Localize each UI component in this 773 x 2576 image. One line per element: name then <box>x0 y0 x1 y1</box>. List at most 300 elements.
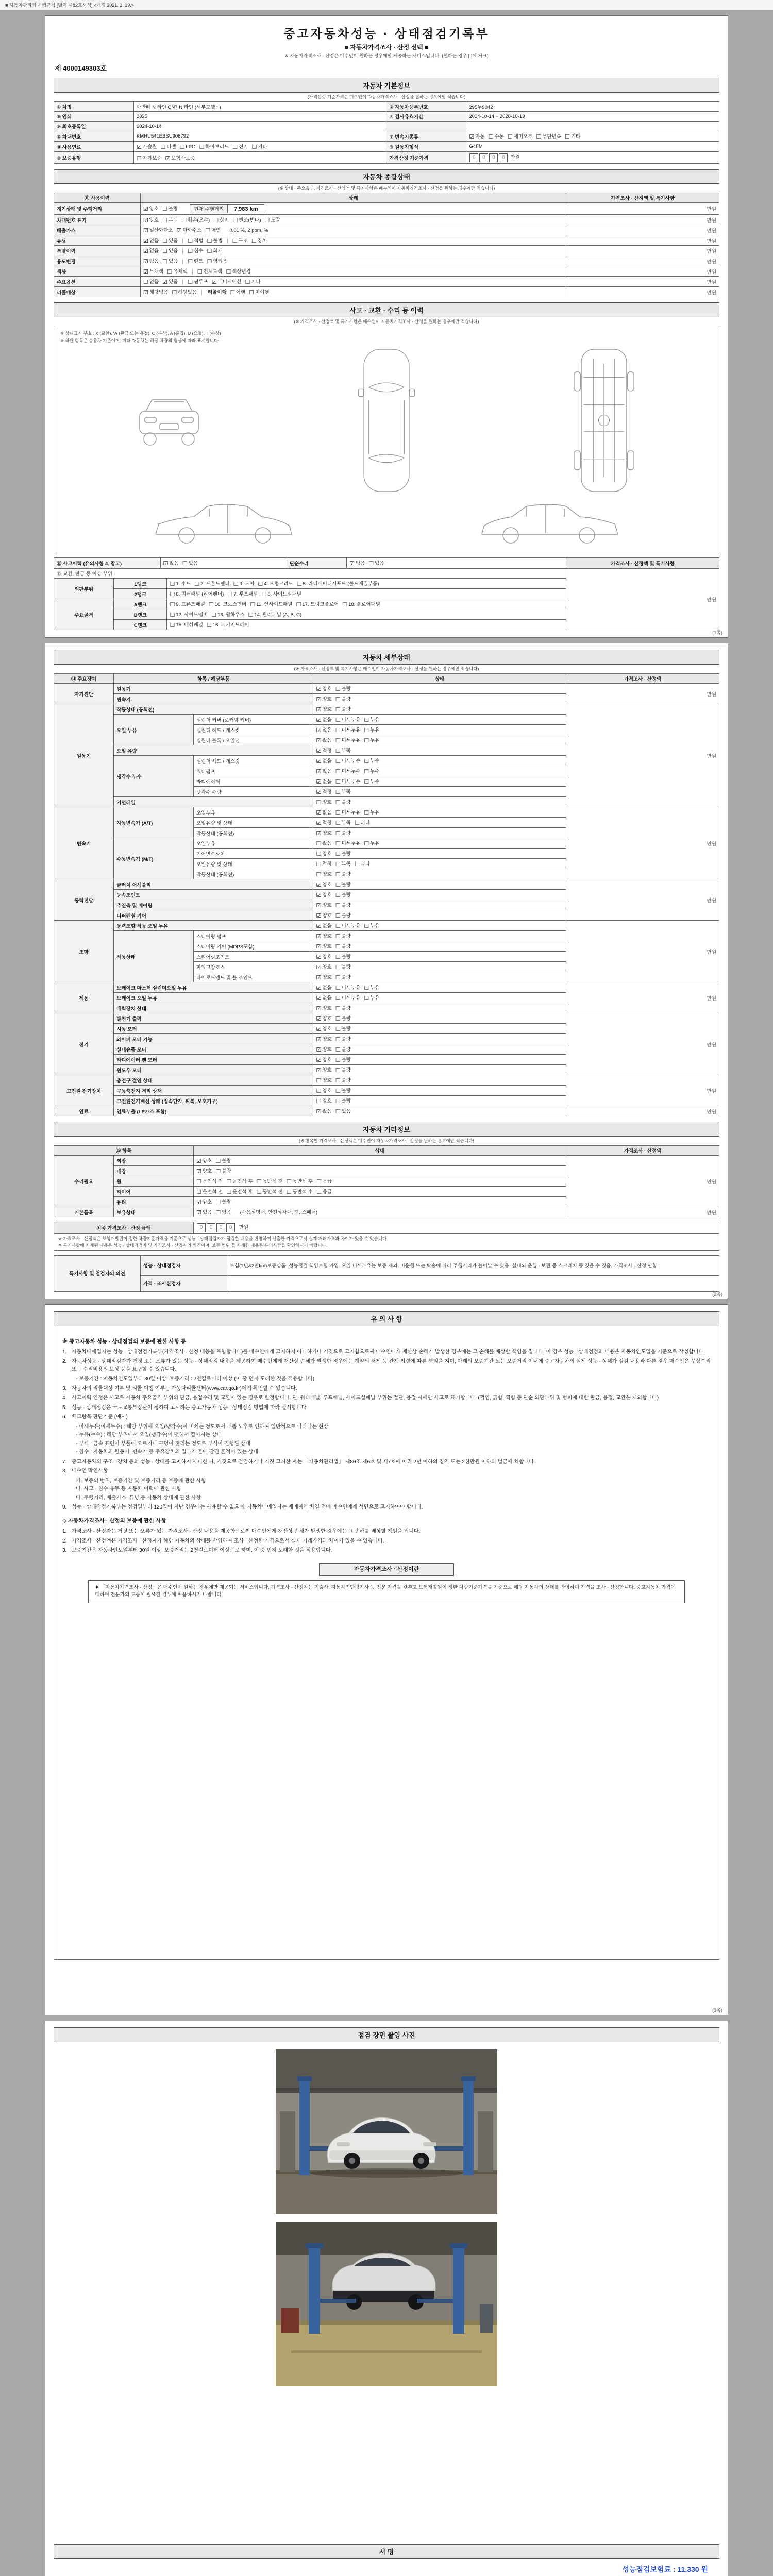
checkbox-option[interactable]: ☑ 없음 <box>316 758 332 765</box>
checkbox-option[interactable]: ☐ 침수 <box>188 248 204 255</box>
checkbox-option[interactable]: ☐ 불량 <box>335 903 351 909</box>
checkbox-option[interactable]: ☐ 미세누수 <box>335 758 361 765</box>
state-cell[interactable] <box>313 982 566 993</box>
accident-history-options[interactable] <box>160 558 287 568</box>
checkbox-option[interactable]: ☐ 불량 <box>335 800 351 806</box>
checkbox-option[interactable]: ☐ 불량 <box>215 1199 231 1206</box>
state-cell[interactable] <box>313 921 566 931</box>
checkbox-option[interactable]: ☐ 불량 <box>335 1037 351 1043</box>
checkbox-option[interactable]: ☑ 양호 <box>316 964 332 971</box>
state-cell[interactable] <box>313 766 566 776</box>
checkbox-option[interactable]: ☑ 양호 <box>143 217 159 224</box>
signature-area[interactable] <box>54 2559 719 2576</box>
state-cell[interactable] <box>313 931 566 941</box>
checkbox-option[interactable]: ☐ 불법 <box>207 238 223 244</box>
checkbox-option[interactable]: ☑ 양호 <box>316 686 332 692</box>
state-cell[interactable] <box>313 1055 566 1065</box>
state-cell[interactable] <box>313 797 566 807</box>
checkbox-option[interactable]: ☑ 양호 <box>316 1047 332 1053</box>
checkbox-option[interactable]: ☐ 무단변속 <box>536 134 562 140</box>
checkbox-option[interactable]: ☐ 16. 패키지트레이 <box>206 622 249 629</box>
state-cell[interactable] <box>313 962 566 972</box>
checkbox-option[interactable]: ☑ 있음 <box>162 279 178 285</box>
checkbox-option[interactable]: ☐ 누유 <box>364 995 380 1002</box>
checkbox-option[interactable]: ☐ 있음 <box>162 238 178 244</box>
checkbox-option[interactable]: ☐ 동반석 후 <box>286 1179 313 1185</box>
checkbox-option[interactable]: ☐ 누유 <box>364 985 380 991</box>
checkbox-option[interactable]: ☑ 없음 <box>316 727 332 734</box>
checkbox-option[interactable]: ☐ 미세누유 <box>335 717 361 723</box>
checkbox-option[interactable]: ☐ 불량 <box>215 1158 231 1164</box>
misc-group-column-header: ⑮ 항목 <box>54 1146 194 1156</box>
checkbox-option[interactable]: ☐ 적정 <box>316 861 332 868</box>
checkbox-option[interactable]: ☐ 불량 <box>335 1047 351 1053</box>
checkbox-option[interactable]: ☑ 없음 <box>316 738 332 744</box>
inspector-opinion-text: 보험(1년&2만km)보증상품. 성능점검 책임보험 가입. 오일 미세누유는 보증 제외. 비운행 또는 탁송에 따라 주행거리가 늘어날 수 있음. 실내외 운행 · 보관 중 스크래치 등 있을 수 있음. 가격조사 · 산정 안함. <box>227 1255 719 1275</box>
checkbox-option[interactable]: ☑ 양호 <box>316 882 332 888</box>
checkbox-option[interactable]: ☑ 없음 <box>143 248 159 255</box>
checkbox-option[interactable]: ☐ 미세누유 <box>335 923 361 929</box>
field-label: ⑥ 차대번호 <box>54 131 134 142</box>
checkbox-option[interactable]: ☐ 미세누유 <box>335 727 361 734</box>
state-cell[interactable] <box>313 900 566 910</box>
checkbox-option[interactable]: ☑ 일산화탄소 <box>143 228 173 234</box>
checkbox-option[interactable]: ☐ 양호 <box>316 800 332 806</box>
checkbox-option[interactable]: ☑ 양호 <box>316 1067 332 1074</box>
field-value[interactable] <box>133 152 386 164</box>
checkbox-option[interactable]: ☐ 전체도색 <box>197 269 223 275</box>
device-column-header: ⑭ 주요장치 <box>54 674 114 684</box>
final-price-notes <box>54 1234 719 1251</box>
checked-checkbox-icon: ☑ <box>316 810 322 816</box>
checkbox-option[interactable]: ☐ 운전석 전 <box>196 1179 223 1185</box>
checkbox-option[interactable]: ☐ 6. 쿼터패널 (리어펜더) <box>170 591 224 598</box>
state-cell[interactable] <box>140 277 566 287</box>
checkbox-option[interactable]: ☐ 누유 <box>364 717 380 723</box>
checkbox-option[interactable]: ☑ 없음 <box>316 810 332 816</box>
unchecked-checkbox-icon: ☐ <box>194 581 200 587</box>
state-cell[interactable] <box>313 1075 566 1086</box>
state-cell[interactable] <box>313 1086 566 1096</box>
checkbox-option[interactable]: ☐ 기타 <box>251 144 267 150</box>
checkbox-option[interactable]: ☐ 불량 <box>335 975 351 981</box>
state-cell[interactable] <box>313 684 566 694</box>
checkbox-option[interactable]: ☐ 불량 <box>335 882 351 888</box>
state-cell[interactable] <box>140 287 566 297</box>
checkbox-option[interactable]: ☐ 7. 루프패널 <box>227 591 258 598</box>
checked-checkbox-icon: ☑ <box>316 727 322 734</box>
state-cell[interactable] <box>313 849 566 859</box>
checkbox-option[interactable]: ☐ 있음 <box>368 561 384 567</box>
checkbox-option[interactable]: ☐ 17. 트렁크플로어 <box>296 602 339 608</box>
checkbox-option[interactable]: ☐ 누유 <box>364 841 380 847</box>
state-cell[interactable] <box>313 1003 566 1013</box>
checked-checkbox-icon: ☑ <box>316 748 322 754</box>
unchecked-checkbox-icon: ☐ <box>196 1179 201 1185</box>
checkbox-option[interactable]: ☐ 변조(변타) <box>232 217 261 224</box>
state-cell[interactable] <box>194 1166 566 1176</box>
checkbox-option[interactable]: ☐ 12. 사이드멤버 <box>170 612 208 618</box>
checkbox-option[interactable]: ☐ 렌트 <box>188 259 204 265</box>
checkbox-option[interactable]: ☐ 양호 <box>316 1098 332 1105</box>
rank-items[interactable] <box>167 579 566 589</box>
checkbox-option[interactable]: ☐ 디젤 <box>160 144 176 150</box>
checkbox-option[interactable]: ☐ 3. 도어 <box>233 581 255 587</box>
checkbox-option[interactable]: ☐ 11. 인사이드패널 <box>250 602 293 608</box>
checkbox-option[interactable]: ☐ 누유 <box>364 727 380 734</box>
checkbox-option[interactable]: ☑ 네비게이션 <box>211 279 242 285</box>
checkbox-option[interactable]: ☐ 누유 <box>364 810 380 816</box>
unchecked-checkbox-icon: ☐ <box>226 1179 232 1185</box>
checkbox-option[interactable]: ☐ LPG <box>179 144 196 150</box>
checkbox-option[interactable]: ☐ 불량 <box>335 1088 351 1094</box>
checkbox-option[interactable]: ☐ 불량 <box>335 851 351 857</box>
checkbox-option[interactable]: ☐ 세미오토 <box>507 134 533 140</box>
checkbox-option[interactable]: ☑ 없음 <box>349 561 365 567</box>
checkbox-option[interactable]: ☑ 양호 <box>316 913 332 919</box>
state-cell[interactable] <box>140 246 566 256</box>
state-cell[interactable] <box>313 1013 566 1024</box>
unchecked-checkbox-icon: ☐ <box>188 248 193 255</box>
checkbox-option[interactable]: ☐ 10. 크로스멤버 <box>208 602 247 608</box>
checkbox-option[interactable]: ☑ 적정 <box>316 789 332 795</box>
checkbox-option[interactable]: ☐ 없음 <box>316 841 332 847</box>
checkbox-option[interactable]: ☐ 양호 <box>316 872 332 878</box>
state-cell[interactable] <box>194 1156 566 1166</box>
checkbox-option[interactable]: ☑ 양호 <box>316 975 332 981</box>
checkbox-option[interactable]: ☑ 해당없음 <box>143 290 169 296</box>
state-cell[interactable] <box>313 910 566 921</box>
state-cell[interactable] <box>313 735 566 745</box>
final-price-value <box>194 1222 719 1234</box>
checkbox-option[interactable]: ☑ 양호 <box>316 1057 332 1063</box>
field-value: 2024-10-14 ~ 2028-10-13 <box>466 112 719 122</box>
checkbox-option[interactable]: ☐ 도말 <box>264 217 280 224</box>
checkbox-option[interactable]: ☑ 양호 <box>316 697 332 703</box>
checkbox-option[interactable]: ☐ 있음 <box>162 259 178 265</box>
state-cell[interactable] <box>194 1176 566 1187</box>
checkbox-option[interactable]: ☐ 운전석 후 <box>226 1179 253 1185</box>
checkbox-option[interactable]: ☐ 매연 <box>205 228 221 234</box>
checkbox-option[interactable]: ☐ 미세누유 <box>335 738 361 744</box>
rank-items[interactable] <box>167 620 566 630</box>
checkbox-option[interactable]: ☐ 부식 <box>162 217 178 224</box>
checked-checkbox-icon: ☑ <box>316 954 322 960</box>
checkbox-option[interactable]: ☐ 미세누유 <box>335 995 361 1002</box>
checkbox-option[interactable]: ☑ 양호 <box>316 892 332 899</box>
state-cell[interactable] <box>140 215 566 225</box>
checkbox-option[interactable]: ☐ 없음 <box>215 1210 231 1216</box>
state-cell[interactable] <box>313 715 566 725</box>
checkbox-option[interactable]: ☐ 과다 <box>354 861 371 868</box>
state-cell[interactable] <box>313 694 566 704</box>
checkbox-option[interactable]: ☐ 불량 <box>335 1057 351 1063</box>
checkbox-option[interactable]: ☑ 없음 <box>143 259 159 265</box>
state-cell[interactable] <box>313 1024 566 1034</box>
unchecked-checkbox-icon: ☐ <box>251 238 257 244</box>
rank-items[interactable] <box>167 589 566 599</box>
notice-item-text: 자동차매매업자는 성능 · 상태점검기록부(가격조사 · 산정 내용을 포함합니다)를 매수인에게 고지하지 아니하거나 거짓으로 고지함으로써 매수인에게 재산상 손해가 발생한 경우에는 그 손해를 배상할 책임을 집니다. 이 경우 성능 · 상태점검의 내용은 자동차인도일을 기준으로 작성합니다. <box>72 1349 705 1355</box>
checkbox-option[interactable]: ☐ 동반석 후 <box>286 1189 313 1195</box>
checkbox-option[interactable]: ☐ 없음 <box>143 279 159 285</box>
checkbox-option[interactable]: ☑ 양호 <box>316 1037 332 1043</box>
checkbox-option[interactable]: ☐ 양호 <box>316 1078 332 1084</box>
rank-items[interactable] <box>167 609 566 620</box>
appraisal-definition-text: ※ 「자동차가격조사 · 산정」은 매수인이 원하는 경우에만 제공되는 서비스입니다. 가격조사 · 산정자는 기술사, 자동차진단평가사 등 전문 자격을 갖추고 보험개발원이 정한 차량기준가격을 기준으로 해당 자동차의 상태를 반영하여 가격을 조사 · 산정합니다. 중고자동차 가격에 대하여 전문가의 도움이 필요한 경우에 이용하시기 바랍니다. <box>88 1580 684 1603</box>
opinion-section-label: 특기사항 및 점검자의 의견 <box>54 1255 141 1291</box>
state-cell[interactable] <box>313 879 566 890</box>
notice-item-number: 2. <box>62 1359 67 1365</box>
checkbox-option[interactable]: ☐ 누수 <box>364 769 380 775</box>
checkbox-option[interactable]: ☐ 응급 <box>316 1189 332 1195</box>
simple-repair-options[interactable] <box>347 558 566 568</box>
basic-info-row <box>54 131 719 142</box>
checkbox-option[interactable]: ☐ 과다 <box>354 820 371 826</box>
checkbox-option[interactable]: ☐ 응급 <box>316 1179 332 1185</box>
checkbox-option[interactable]: ☐ 동반석 전 <box>256 1189 283 1195</box>
state-cell[interactable] <box>313 807 566 818</box>
checkbox-option[interactable]: ☐ 색상변경 <box>226 269 251 275</box>
state-cell[interactable] <box>313 1044 566 1055</box>
state-cell[interactable] <box>140 203 566 215</box>
checkbox-option[interactable]: ☐ 불량 <box>335 1026 351 1032</box>
basic-info-row <box>54 112 719 122</box>
checkbox-option[interactable]: ☐ 불량 <box>335 964 351 971</box>
row-label: 특별이력 <box>54 246 141 256</box>
misc-state-column-header: 상태 <box>194 1146 566 1156</box>
checkbox-option[interactable]: ☑ 보험사보증 <box>165 155 195 162</box>
checkbox-option[interactable]: ☐ 불량 <box>335 697 351 703</box>
checkbox-option[interactable]: ☐ 하이브리드 <box>199 144 229 150</box>
checkbox-option[interactable]: ☐ 불량 <box>335 1098 351 1105</box>
checkbox-option[interactable]: ☐ 5. 라디에이터서포트 (볼트체결부품) <box>296 581 379 587</box>
unchecked-checkbox-icon: ☐ <box>364 985 369 991</box>
checkbox-option[interactable]: ☐ 13. 휠하우스 <box>211 612 245 618</box>
checkbox-option[interactable]: ☐ 불량 <box>335 1067 351 1074</box>
checkbox-option[interactable]: ☐ 부족 <box>335 861 351 868</box>
checkbox-option[interactable]: ☐ 불량 <box>335 944 351 950</box>
checkbox-option[interactable]: ☑ 양호 <box>316 903 332 909</box>
checkbox-option[interactable]: ☐ 양호 <box>316 1088 332 1094</box>
state-cell[interactable] <box>140 266 566 277</box>
checkbox-option[interactable]: ☐ 기타 <box>565 134 581 140</box>
notices-body <box>54 1326 719 1960</box>
state-cell[interactable] <box>313 1034 566 1044</box>
checkbox-option[interactable]: ☐ 불량 <box>335 934 351 940</box>
checkbox-option[interactable]: ☑ 없음 <box>143 238 159 244</box>
checkbox-option[interactable]: ☐ 불량 <box>335 954 351 960</box>
notice-item-number: 2. <box>62 1538 67 1544</box>
checkbox-option[interactable]: ☐ 썬루프 <box>188 279 208 285</box>
state-cell[interactable] <box>140 256 566 266</box>
checkbox-option[interactable]: ☑ 양호 <box>316 1016 332 1022</box>
checkbox-option[interactable]: ☑ 있음 <box>196 1210 212 1216</box>
checkbox-option[interactable]: ☑ 양호 <box>143 206 159 212</box>
unchecked-checkbox-icon: ☐ <box>286 1189 292 1195</box>
diagram-row-top <box>60 346 713 495</box>
checkbox-option[interactable]: ☑ 양호 <box>316 831 332 837</box>
checkbox-option[interactable]: ☐ 불량 <box>335 872 351 878</box>
checkbox-option[interactable]: ☑ 없음 <box>316 779 332 785</box>
checkbox-option[interactable]: ☑ 없음 <box>316 985 332 991</box>
checkbox-option[interactable]: ☑ 없음 <box>163 561 179 567</box>
checkbox-option[interactable]: ☐ 누유 <box>364 923 380 929</box>
checkbox-option[interactable]: ☑ 없음 <box>316 717 332 723</box>
checkbox-option[interactable]: ☐ 미세누유 <box>335 810 361 816</box>
misc-group-label: 수리필요 <box>54 1156 114 1207</box>
checkbox-option[interactable]: ☑ 적정 <box>316 820 332 826</box>
checkbox-option[interactable]: ☐ 미세누유 <box>335 985 361 991</box>
checkbox-option[interactable]: ☐ 불량 <box>335 686 351 692</box>
state-cell[interactable] <box>313 993 566 1003</box>
rank-items[interactable] <box>167 599 566 609</box>
checkbox-option[interactable]: ☐ 이행 <box>229 290 245 296</box>
checkbox-option[interactable]: ☐ 전기 <box>232 144 248 150</box>
checkbox-option[interactable]: ☑ 자동 <box>469 134 485 140</box>
state-cell[interactable] <box>313 704 566 715</box>
misc-item-label: 휠 <box>114 1176 194 1187</box>
price-cell: 만원 <box>566 879 719 921</box>
accident-history-row <box>54 558 719 568</box>
state-cell[interactable] <box>313 972 566 982</box>
notice-item-text: 가격조사 · 산정자는 거짓 또는 오류가 있는 가격조사 · 산정 내용을 제공함으로써 매수인에게 재산상 손해가 발생한 경우에는 그 손해를 배상할 책임을 집니다. <box>72 1529 421 1535</box>
checkbox-option[interactable]: ☐ 미이행 <box>248 290 270 296</box>
checkbox-option[interactable]: ☐ 2. 프론트펜더 <box>194 581 230 587</box>
state-cell[interactable] <box>194 1187 566 1197</box>
checkbox-option[interactable]: ☐ 부족 <box>335 820 351 826</box>
state-cell[interactable] <box>313 818 566 828</box>
state-cell[interactable] <box>313 756 566 766</box>
checkbox-option[interactable]: ☐ 누유 <box>364 738 380 744</box>
state-cell[interactable] <box>313 869 566 879</box>
checkbox-option[interactable]: ☐ 부족 <box>335 789 351 795</box>
checkbox-option[interactable]: ☑ 양호 <box>196 1168 212 1175</box>
checkbox-option[interactable]: ☐ 자가보증 <box>136 155 162 162</box>
checkbox-option[interactable]: ☐ 불량 <box>335 1078 351 1084</box>
checkbox-option[interactable]: ☑ 무채색 <box>143 269 164 275</box>
checkbox-option[interactable]: ☐ 18. 플로어패널 <box>342 602 380 608</box>
checkbox-option[interactable]: ☐ 동반석 전 <box>256 1179 283 1185</box>
checkbox-option[interactable]: ☐ 불량 <box>335 1016 351 1022</box>
state-cell[interactable] <box>313 838 566 849</box>
checkbox-option[interactable]: ☐ 있음 <box>182 561 198 567</box>
rank-label: C랭크 <box>114 620 167 630</box>
item-label: 배력장치 상태 <box>114 1003 313 1013</box>
checkbox-option[interactable]: ☑ 양호 <box>316 707 332 713</box>
checkbox-option[interactable]: ☑ 없음 <box>316 923 332 929</box>
state-cell[interactable] <box>313 776 566 787</box>
checkbox-option[interactable]: ☑ 없음 <box>316 1109 332 1115</box>
checkbox-option[interactable]: ☑ 양호 <box>316 934 332 940</box>
state-cell[interactable] <box>140 225 566 235</box>
checkbox-option[interactable]: ☐ 훼손(오손) <box>181 217 210 224</box>
state-cell[interactable] <box>313 952 566 962</box>
detail-row <box>54 1075 719 1086</box>
misc-info-section-title: 자동차 기타정보 <box>54 1122 719 1137</box>
usage-history-row <box>54 246 719 256</box>
checkbox-option[interactable]: ☐ 불량 <box>335 707 351 713</box>
checkbox-option[interactable]: ☐ 있음 <box>335 1109 351 1115</box>
checkbox-option[interactable]: ☐ 있음 <box>162 248 178 255</box>
checkbox-option[interactable]: ☑ 탄화수소 <box>176 228 202 234</box>
checkbox-option[interactable]: ☐ 불량 <box>335 1006 351 1012</box>
checkbox-option[interactable]: ☑ 양호 <box>316 944 332 950</box>
checkbox-option[interactable]: ☐ 불량 <box>215 1168 231 1175</box>
checkbox-option[interactable]: ☐ 1. 후드 <box>170 581 191 587</box>
state-cell[interactable] <box>194 1207 566 1217</box>
state-cell[interactable] <box>313 941 566 952</box>
state-cell[interactable] <box>313 828 566 838</box>
checkbox-option[interactable]: ☐ 15. 대쉬패널 <box>170 622 203 629</box>
checkbox-option[interactable]: ☐ 화재 <box>207 248 223 255</box>
state-cell[interactable] <box>313 725 566 735</box>
state-cell[interactable] <box>313 1096 566 1106</box>
state-cell[interactable] <box>313 1065 566 1075</box>
checkbox-option[interactable]: ☑ 양호 <box>196 1158 212 1164</box>
checkbox-option[interactable]: ☐ 9. 프론트패널 <box>170 602 205 608</box>
checkbox-option[interactable]: ☐ 해당있음 <box>172 290 197 296</box>
checkbox-option[interactable]: ☐ 미세누유 <box>335 841 361 847</box>
checkbox-option[interactable]: ☐ 불량 <box>335 831 351 837</box>
checkbox-option[interactable]: ☑ 적정 <box>316 748 332 754</box>
checkbox-option[interactable]: ☐ 누수 <box>364 779 380 785</box>
checkbox-option[interactable]: ☐ 양호 <box>316 851 332 857</box>
price-cell: 만원 <box>566 1075 719 1106</box>
checkbox-option[interactable]: ☐ 미세누수 <box>335 769 361 775</box>
field-value[interactable] <box>466 131 719 142</box>
checkbox-option[interactable]: ☐ 14. 필러패널 (A, B, C) <box>248 612 301 618</box>
checkbox-option[interactable]: ☐ 유채색 <box>167 269 188 275</box>
checkbox-option[interactable]: ☑ 양호 <box>196 1199 212 1206</box>
checkbox-option[interactable]: ☐ 누수 <box>364 758 380 765</box>
checkbox-option[interactable]: ☑ 없음 <box>316 995 332 1002</box>
price-cell: 만원 <box>566 982 719 1013</box>
state-cell[interactable] <box>313 1106 566 1116</box>
checkbox-option[interactable]: ☐ 상이 <box>213 217 229 224</box>
checkbox-option[interactable]: ☐ 8. 사이드실패널 <box>261 591 301 598</box>
notice-item-text: 자동차성능 · 상태점검자가 거짓 또는 오류가 있는 성능 · 상태점검 내용을 제공하여 매수인에게 재산상 손해가 발생한 경우에는 계약의 해제 등 관계 법령에 따른 책임을 지며, 아래의 보증기간 또는 보증거리 이내에 중고자동차의 실제 성능 · 상태가 점검 내용과 다른 경우 매수인은 무상수리 또는 수리비용의 보상 등을 요구할 수 있습니다. <box>72 1359 711 1372</box>
state-cell[interactable] <box>313 787 566 797</box>
field-value[interactable] <box>133 142 386 152</box>
state-cell[interactable] <box>313 745 566 756</box>
checkbox-option[interactable]: ☐ 장치 <box>251 238 267 244</box>
checkbox-option[interactable]: ☐ 불량 <box>162 206 178 212</box>
checkbox-option[interactable]: ☑ 없음 <box>316 769 332 775</box>
checkbox-option[interactable]: ☐ 적법 <box>188 238 204 244</box>
checkbox-option[interactable]: ☐ 수동 <box>488 134 504 140</box>
checkbox-option[interactable]: ☐ 불량 <box>335 913 351 919</box>
state-cell[interactable] <box>313 890 566 900</box>
checkbox-option[interactable]: ☐ 영업용 <box>207 259 227 265</box>
checkbox-option[interactable]: ☑ 양호 <box>316 1026 332 1032</box>
checked-checkbox-icon: ☑ <box>143 206 148 212</box>
checkbox-option[interactable]: ☐ 구조 <box>232 238 248 244</box>
state-cell[interactable] <box>313 859 566 869</box>
item-label: 원동기 <box>114 684 313 694</box>
checkbox-option[interactable]: ☐ 운전석 후 <box>226 1189 253 1195</box>
state-cell[interactable] <box>140 235 566 246</box>
checkbox-option[interactable]: ☑ 가솔린 <box>136 144 157 150</box>
checkbox-option[interactable]: ☐ 부족 <box>335 748 351 754</box>
checkbox-option[interactable]: ☐ 운전석 전 <box>196 1189 223 1195</box>
checkbox-option[interactable]: ☐ 4. 트렁크리드 <box>258 581 293 587</box>
checkbox-option[interactable]: ☑ 양호 <box>316 954 332 960</box>
checkbox-option[interactable]: ☑ 양호 <box>316 1006 332 1012</box>
checkbox-option[interactable]: ☐ 불량 <box>335 892 351 899</box>
checkbox-option[interactable]: ☐ 미세누수 <box>335 779 361 785</box>
state-cell[interactable] <box>194 1197 566 1207</box>
checkbox-option[interactable]: ☐ 기타 <box>245 279 261 285</box>
